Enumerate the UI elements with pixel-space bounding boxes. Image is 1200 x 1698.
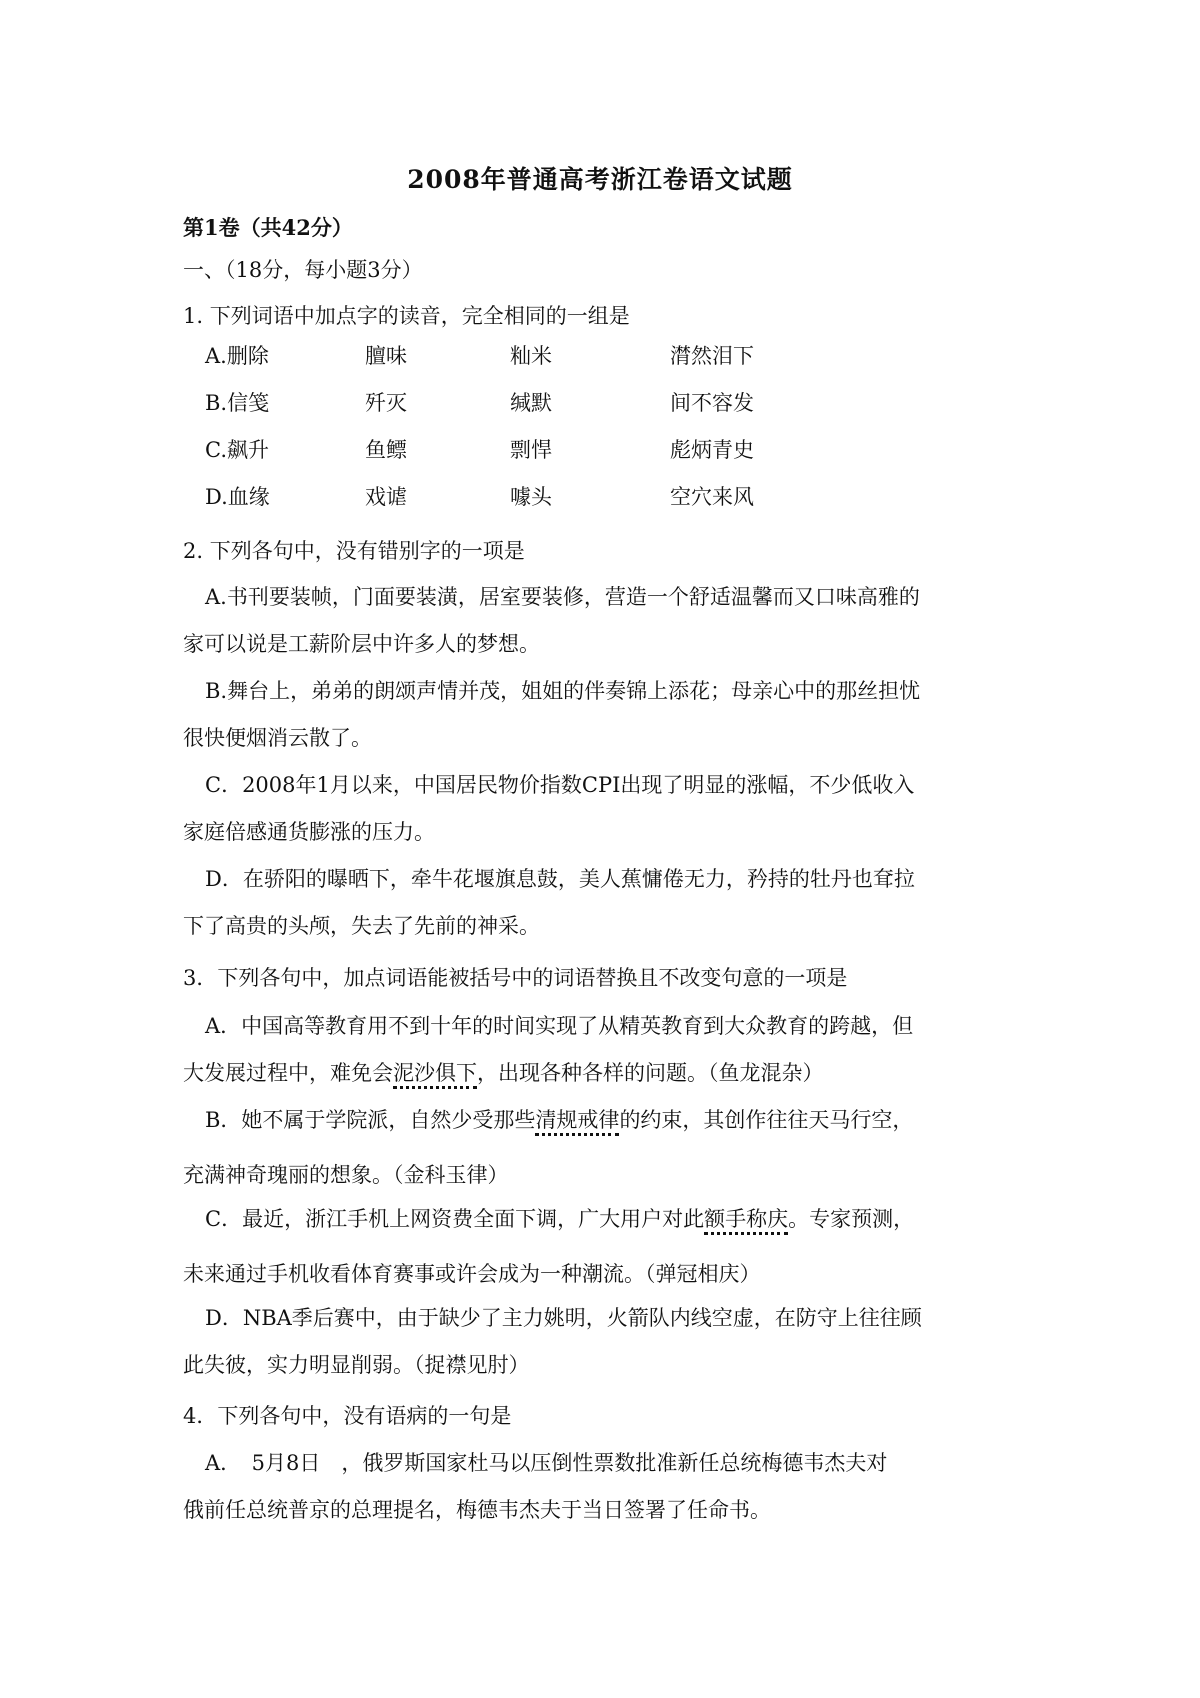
q1-option-text: 膻味 — [365, 344, 407, 368]
q2-option-b-line2: 很快便烟消云散了。 — [183, 726, 372, 750]
q3-option-b — [183, 1097, 1023, 1144]
q2-option-b — [183, 668, 1023, 762]
q2-option-b-line1: B.舞台上，弟弟的朗颂声情并茂，姐姐的伴奏锦上添花；母亲心中的那丝担忧 — [205, 679, 921, 703]
q3-option-c-line1 — [183, 1196, 1023, 1243]
q3-text: ，出现各种各样的问题。（鱼龙混杂） — [477, 1061, 824, 1085]
q1-option-row-b — [205, 387, 965, 417]
q3-option-a-line2 — [183, 1050, 1023, 1097]
q4-option-a-line2: 俄前任总统普京的总理提名，梅德韦杰夫于当日签署了任命书。 — [183, 1498, 771, 1522]
q1-option-text: 彪炳青史 — [670, 438, 754, 462]
q4-option-a — [183, 1440, 1023, 1534]
q2-option-d-line2: 下了高贵的头颅，失去了先前的神采。 — [183, 914, 540, 938]
q2-option-c-line1: C．2008年1月以来，中国居民物价指数CPI出现了明显的涨幅，不少低收入 — [205, 773, 915, 797]
q1-option-row-a — [205, 340, 965, 370]
q3-option-b-line1 — [183, 1097, 1023, 1144]
q2-option-c-line2: 家庭倍感通货膨涨的压力。 — [183, 820, 435, 844]
page-title: 2008年普通高考浙江卷语文试题 — [407, 165, 793, 194]
q1-option-text: 剽悍 — [510, 438, 552, 462]
q3-option-d-line2: 此失彼，实力明显削弱。（捉襟见肘） — [183, 1353, 530, 1377]
q1-option-text: 鱼鳔 — [365, 438, 407, 462]
q1-option-text: 缄默 — [510, 391, 552, 415]
q2-option-a — [183, 574, 1023, 668]
q1-option-text: A.删除 — [205, 344, 269, 368]
q3-option-c-line2: 未来通过手机收看体育赛事或许会成为一种潮流。（弹冠相庆） — [183, 1262, 761, 1286]
q1-option-text: 空穴来风 — [670, 485, 754, 509]
q3-option-c — [183, 1196, 1023, 1243]
q1-option-row-d — [205, 481, 965, 511]
q3-option-d-line1: D．NBA季后赛中，由于缺少了主力姚明，火箭队内线空虚，在防守上往往顾 — [205, 1306, 922, 1330]
q3-text: B．她不属于学院派，自然少受那些 — [205, 1108, 536, 1132]
question-1-stem: 1. 下列词语中加点字的读音，完全相同的一组是 — [183, 304, 630, 328]
q1-option-text: 籼米 — [510, 344, 552, 368]
q3-option-b-line2: 充满神奇瑰丽的想象。（金科玉律） — [183, 1163, 509, 1187]
q2-option-a-line1: A.书刊要装帧，门面要装潢，居室要装修，营造一个舒适温馨而又口味高雅的 — [205, 585, 920, 609]
q3-option-a-line1: A．中国高等教育用不到十年的时间实现了从精英教育到大众教育的跨越，但 — [205, 1014, 914, 1038]
q1-option-text: C.飙升 — [205, 438, 269, 462]
q3-dotted-term: 泥沙俱下 — [393, 1061, 477, 1089]
q4-option-a-line1: A． 5月8日 ，俄罗斯国家杜马以压倒性票数批准新任总统梅德韦杰夫对 — [205, 1451, 888, 1475]
question-4-stem: 4．下列各句中，没有语病的一句是 — [183, 1404, 512, 1428]
q2-option-d-line1: D．在骄阳的曝晒下，牵牛花堰旗息鼓，美人蕉慵倦无力，矜持的牡丹也耷拉 — [205, 867, 915, 891]
q1-option-text: D.血缘 — [205, 485, 270, 509]
q3-text: 。专家预测， — [788, 1207, 915, 1231]
q3-option-a — [183, 1003, 1023, 1097]
q2-option-a-line2: 家可以说是工薪阶层中许多人的梦想。 — [183, 632, 540, 656]
q3-option-d — [183, 1295, 1023, 1389]
q1-option-text: 噱头 — [510, 485, 552, 509]
q3-text: 的约束，其创作往往天马行空， — [619, 1108, 914, 1132]
q1-option-text: 间不容发 — [670, 391, 754, 415]
q3-text: 大发展过程中，难免会 — [183, 1061, 393, 1085]
q1-option-text: 戏谑 — [365, 485, 407, 509]
q2-option-d — [183, 856, 1023, 950]
question-3-stem: 3．下列各句中，加点词语能被括号中的词语替换且不改变句意的一项是 — [183, 966, 848, 990]
q1-option-row-c — [205, 434, 965, 464]
q2-option-c — [183, 762, 1023, 856]
q1-option-text: B.信笺 — [205, 391, 270, 415]
q3-text: C．最近，浙江手机上网资费全面下调，广大用户对此 — [205, 1207, 705, 1231]
question-2-stem: 2. 下列各句中，没有错别字的一项是 — [183, 539, 525, 563]
q1-option-text: 歼灭 — [365, 391, 407, 415]
q1-option-text: 潸然泪下 — [670, 344, 754, 368]
section-heading: 第1卷（共42分） — [183, 215, 353, 240]
q3-dotted-term: 额手称庆 — [704, 1207, 788, 1235]
q3-dotted-term: 清规戒律 — [535, 1108, 619, 1136]
part-heading: 一、（18分，每小题3分） — [183, 258, 423, 282]
